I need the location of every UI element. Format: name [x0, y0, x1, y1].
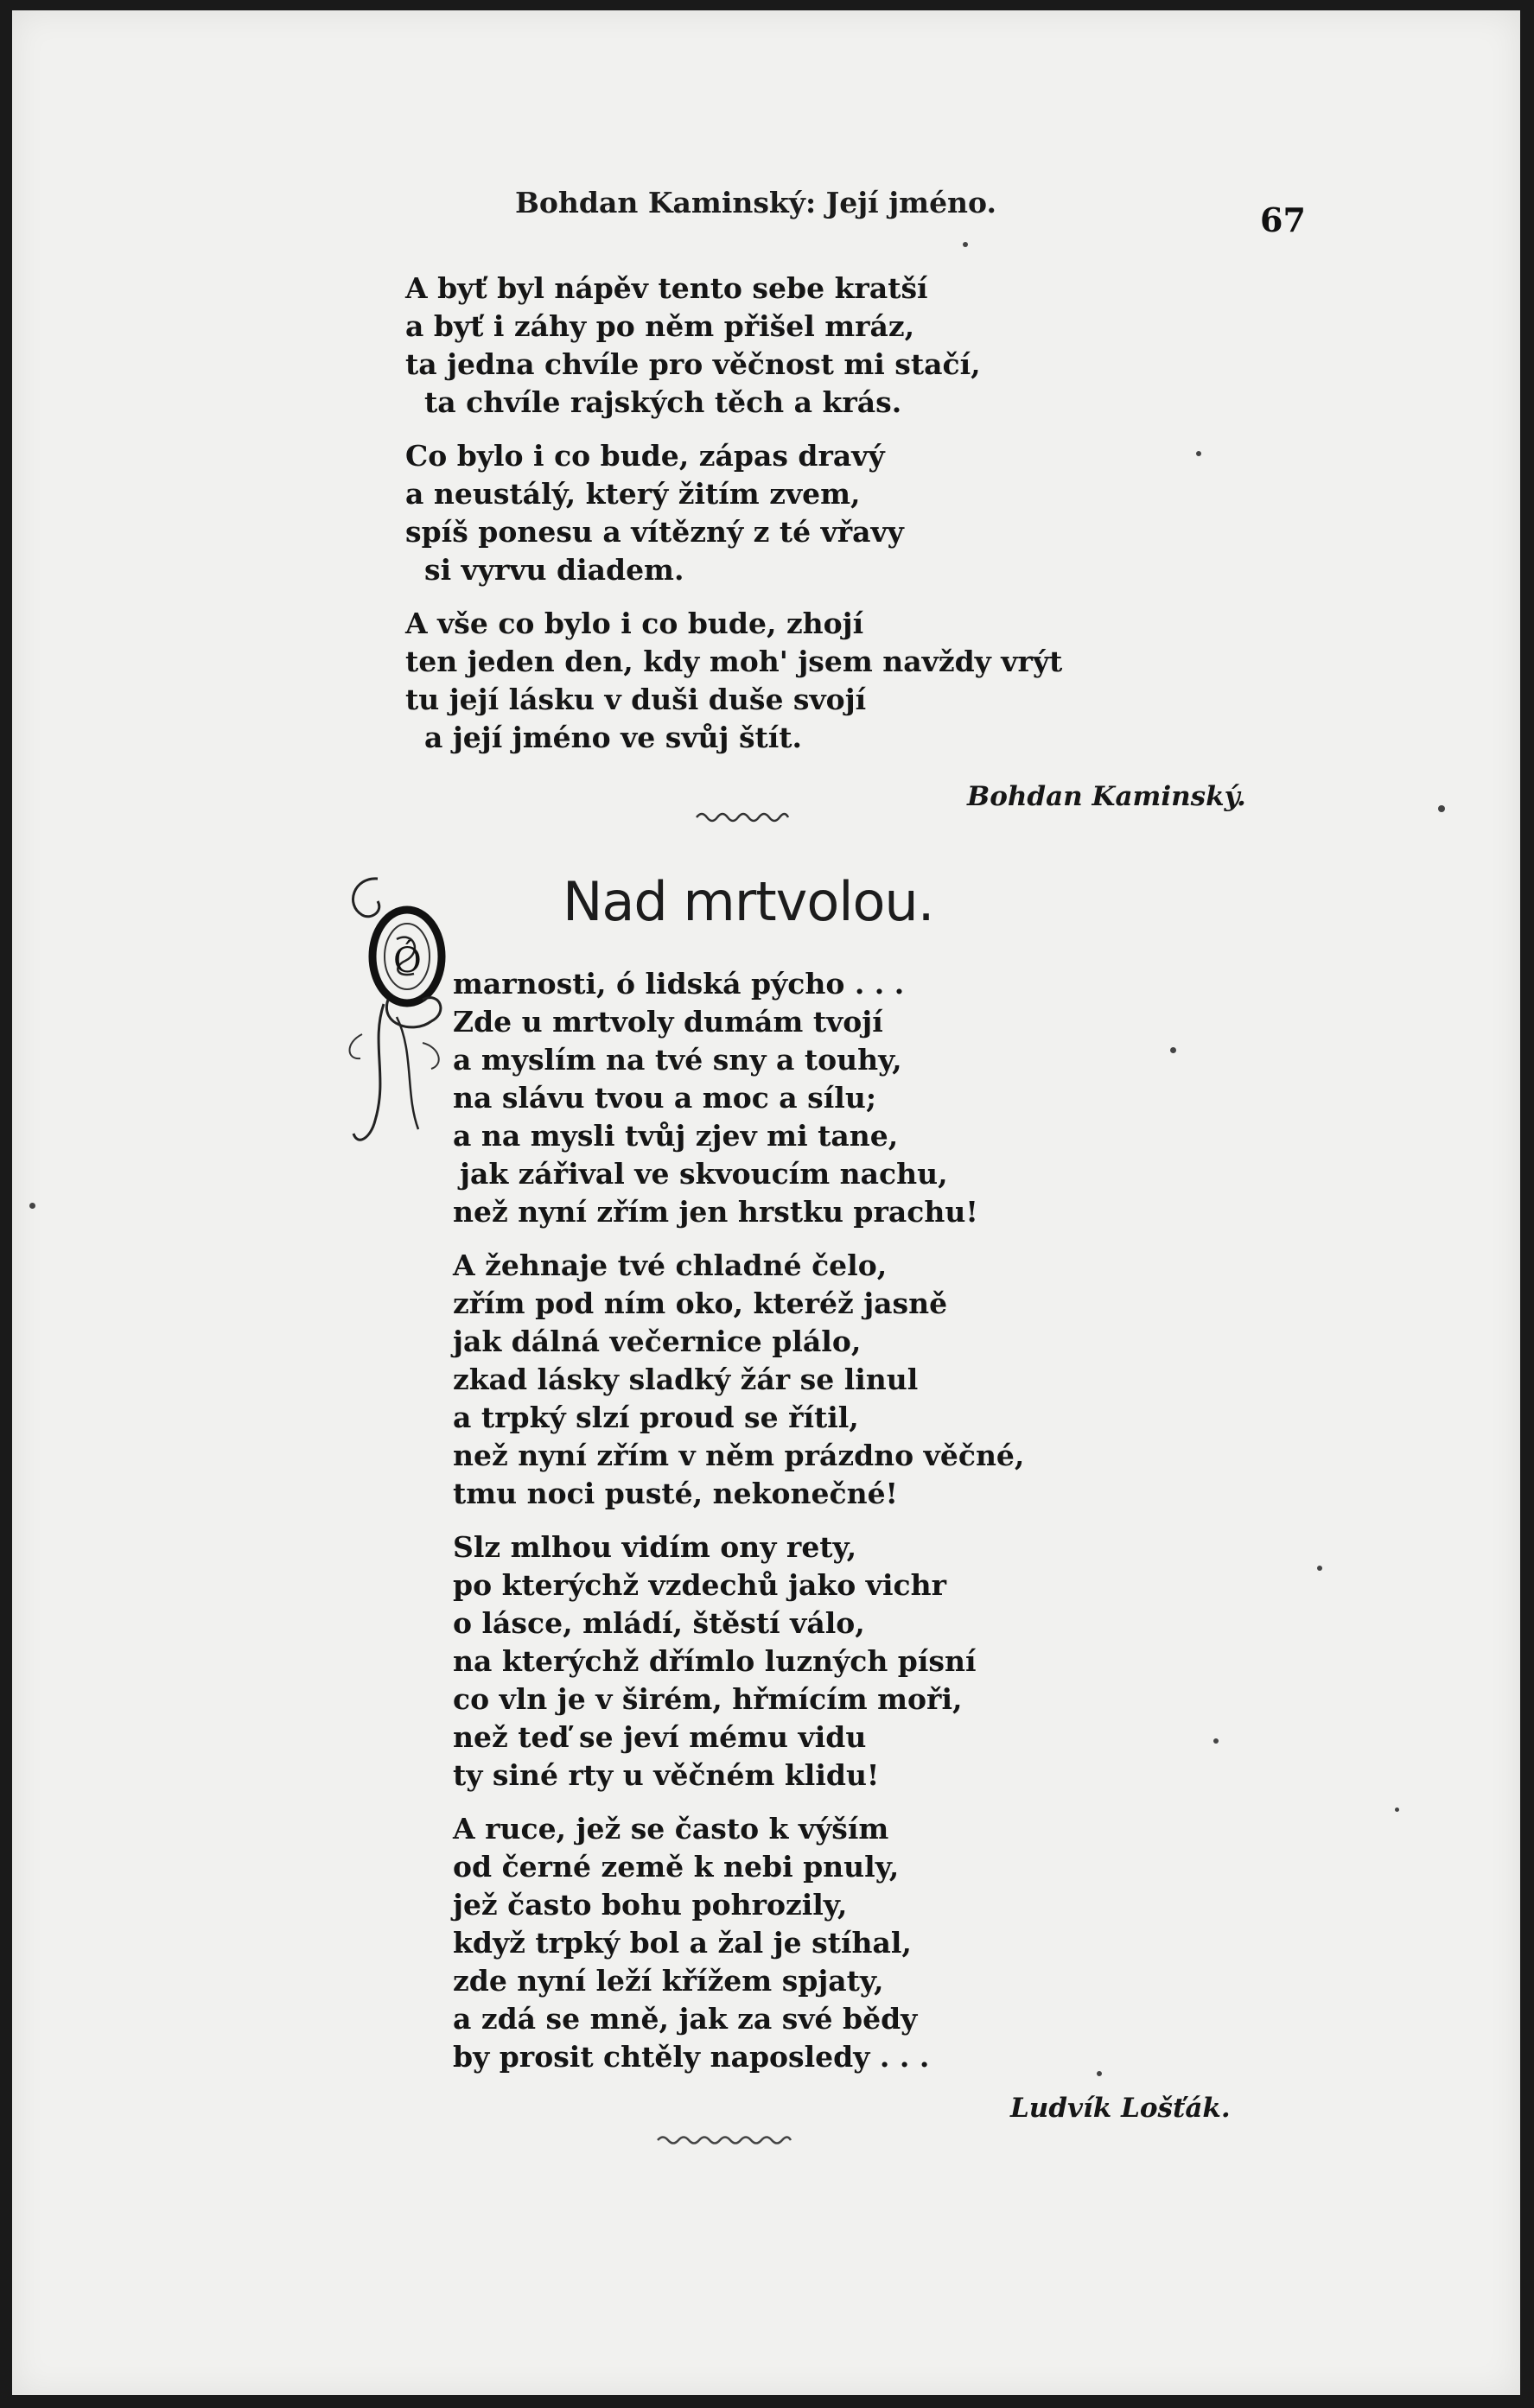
- stanza: [453, 965, 1024, 1231]
- paper-speck: [1097, 2071, 1102, 2076]
- verse-line: zkad lásky sladký žár se linul: [453, 1363, 919, 1396]
- verse-line: než teď se jeví mému vidu: [453, 1720, 867, 1754]
- verse-line: když trpký bol a žal je stíhal,: [453, 1926, 912, 1960]
- verse-line: A žehnaje tvé chladné čelo,: [453, 1248, 888, 1282]
- author-signature: Ludvík Lošťák.: [1010, 2093, 1231, 2124]
- verse-line: ten jeden den, kdy moh' jsem navždy vrýt: [405, 645, 1063, 678]
- paper-speck: [1170, 1047, 1176, 1053]
- verse-line: a zdá se mně, jak za své bědy: [453, 2002, 918, 2036]
- stanza: [453, 1810, 1024, 2076]
- verse-line: a na mysli tvůj zjev mi tane,: [453, 1119, 899, 1153]
- paper-speck: [963, 242, 968, 247]
- stanza: [453, 1528, 1024, 1795]
- verse-line: si vyrvu diadem.: [424, 553, 684, 587]
- verse-line: spíš ponesu a vítězný z té vřavy: [405, 515, 904, 549]
- verse-line: než nyní zřím v něm prázdno věčné,: [453, 1439, 1025, 1472]
- verse-line: ta chvíle rajských těch a krás.: [424, 385, 902, 419]
- verse-line: Co bylo i co bude, zápas dravý: [405, 439, 885, 473]
- verse-line: jež často bohu pohrozily,: [453, 1888, 848, 1922]
- verse-line: by prosit chtěly naposledy . . .: [453, 2040, 930, 2074]
- poem-lostak: [453, 965, 1024, 2092]
- verse-line: A ruce, jež se často k výším: [453, 1812, 889, 1846]
- verse-line: jak zářival ve skvoucím nachu,: [460, 1157, 948, 1191]
- verse-line: na kterýchž dřímlo luzných písní: [453, 1644, 977, 1678]
- poem-title: Nad mrtvolou.: [563, 870, 934, 933]
- verse-line: a neustálý, který žitím zvem,: [405, 477, 861, 511]
- verse-line: ta jedna chvíle pro věčnost mi stačí,: [405, 347, 981, 381]
- wavy-divider-icon: [656, 2132, 794, 2149]
- verse-line: tmu noci pusté, nekonečné!: [453, 1477, 899, 1510]
- stanza: [405, 270, 1062, 422]
- paper-speck: [1438, 805, 1445, 812]
- verse-line: Slz mlhou vidím ony rety,: [453, 1530, 857, 1564]
- stanza: [405, 605, 1062, 757]
- verse-line: A vše co bylo i co bude, zhojí: [405, 607, 864, 640]
- stanza: [453, 1247, 1024, 1513]
- verse-line: zde nyní leží křížem spjaty,: [453, 1964, 884, 1998]
- verse-line: a myslím na tvé sny a touhy,: [453, 1043, 902, 1077]
- verse-line: marnosti, ó lidská pýcho . . .: [453, 967, 905, 1001]
- verse-line: A byť byl nápěv tento sebe kratší: [405, 271, 928, 305]
- verse-line: a její jméno ve svůj štít.: [424, 721, 803, 754]
- verse-line: co vln je v širém, hřmícím moři,: [453, 1682, 963, 1716]
- verse-line: a trpký slzí proud se řítil,: [453, 1401, 859, 1434]
- paper-speck: [1196, 451, 1201, 456]
- verse-line: ty siné rty u věčném klidu!: [453, 1758, 880, 1792]
- running-header: Bohdan Kaminský: Její jméno.: [515, 186, 996, 219]
- verse-line: zřím pod ním oko, kteréž jasně: [453, 1287, 948, 1320]
- initial-letter: Ó: [393, 941, 422, 981]
- verse-line: na slávu tvou a moc a sílu;: [453, 1081, 877, 1115]
- page-number: 67: [1260, 200, 1306, 239]
- paper-speck: [1395, 1808, 1399, 1812]
- paper-speck: [1317, 1566, 1322, 1571]
- verse-line: po kterýchž vzdechů jako vichr: [453, 1568, 946, 1602]
- verse-line: jak dálná večernice plálo,: [453, 1325, 862, 1358]
- author-signature: Bohdan Kaminský.: [967, 781, 1246, 812]
- verse-line: od černé země k nebi pnuly,: [453, 1850, 900, 1884]
- poem-kaminsky: [405, 270, 1062, 772]
- verse-line: Zde u mrtvoly dumám tvojí: [453, 1005, 883, 1039]
- book-page: [12, 10, 1520, 2395]
- verse-line: o lásce, mládí, štěstí válo,: [453, 1606, 865, 1640]
- paper-speck: [29, 1203, 35, 1209]
- paper-speck: [1213, 1738, 1219, 1744]
- verse-line: než nyní zřím jen hrstku prachu!: [453, 1195, 978, 1229]
- verse-line: tu její lásku v duši duše svojí: [405, 683, 867, 716]
- wavy-divider-icon: [695, 809, 790, 826]
- stanza: [405, 437, 1062, 589]
- verse-line: a byť i záhy po něm přišel mráz,: [405, 309, 915, 343]
